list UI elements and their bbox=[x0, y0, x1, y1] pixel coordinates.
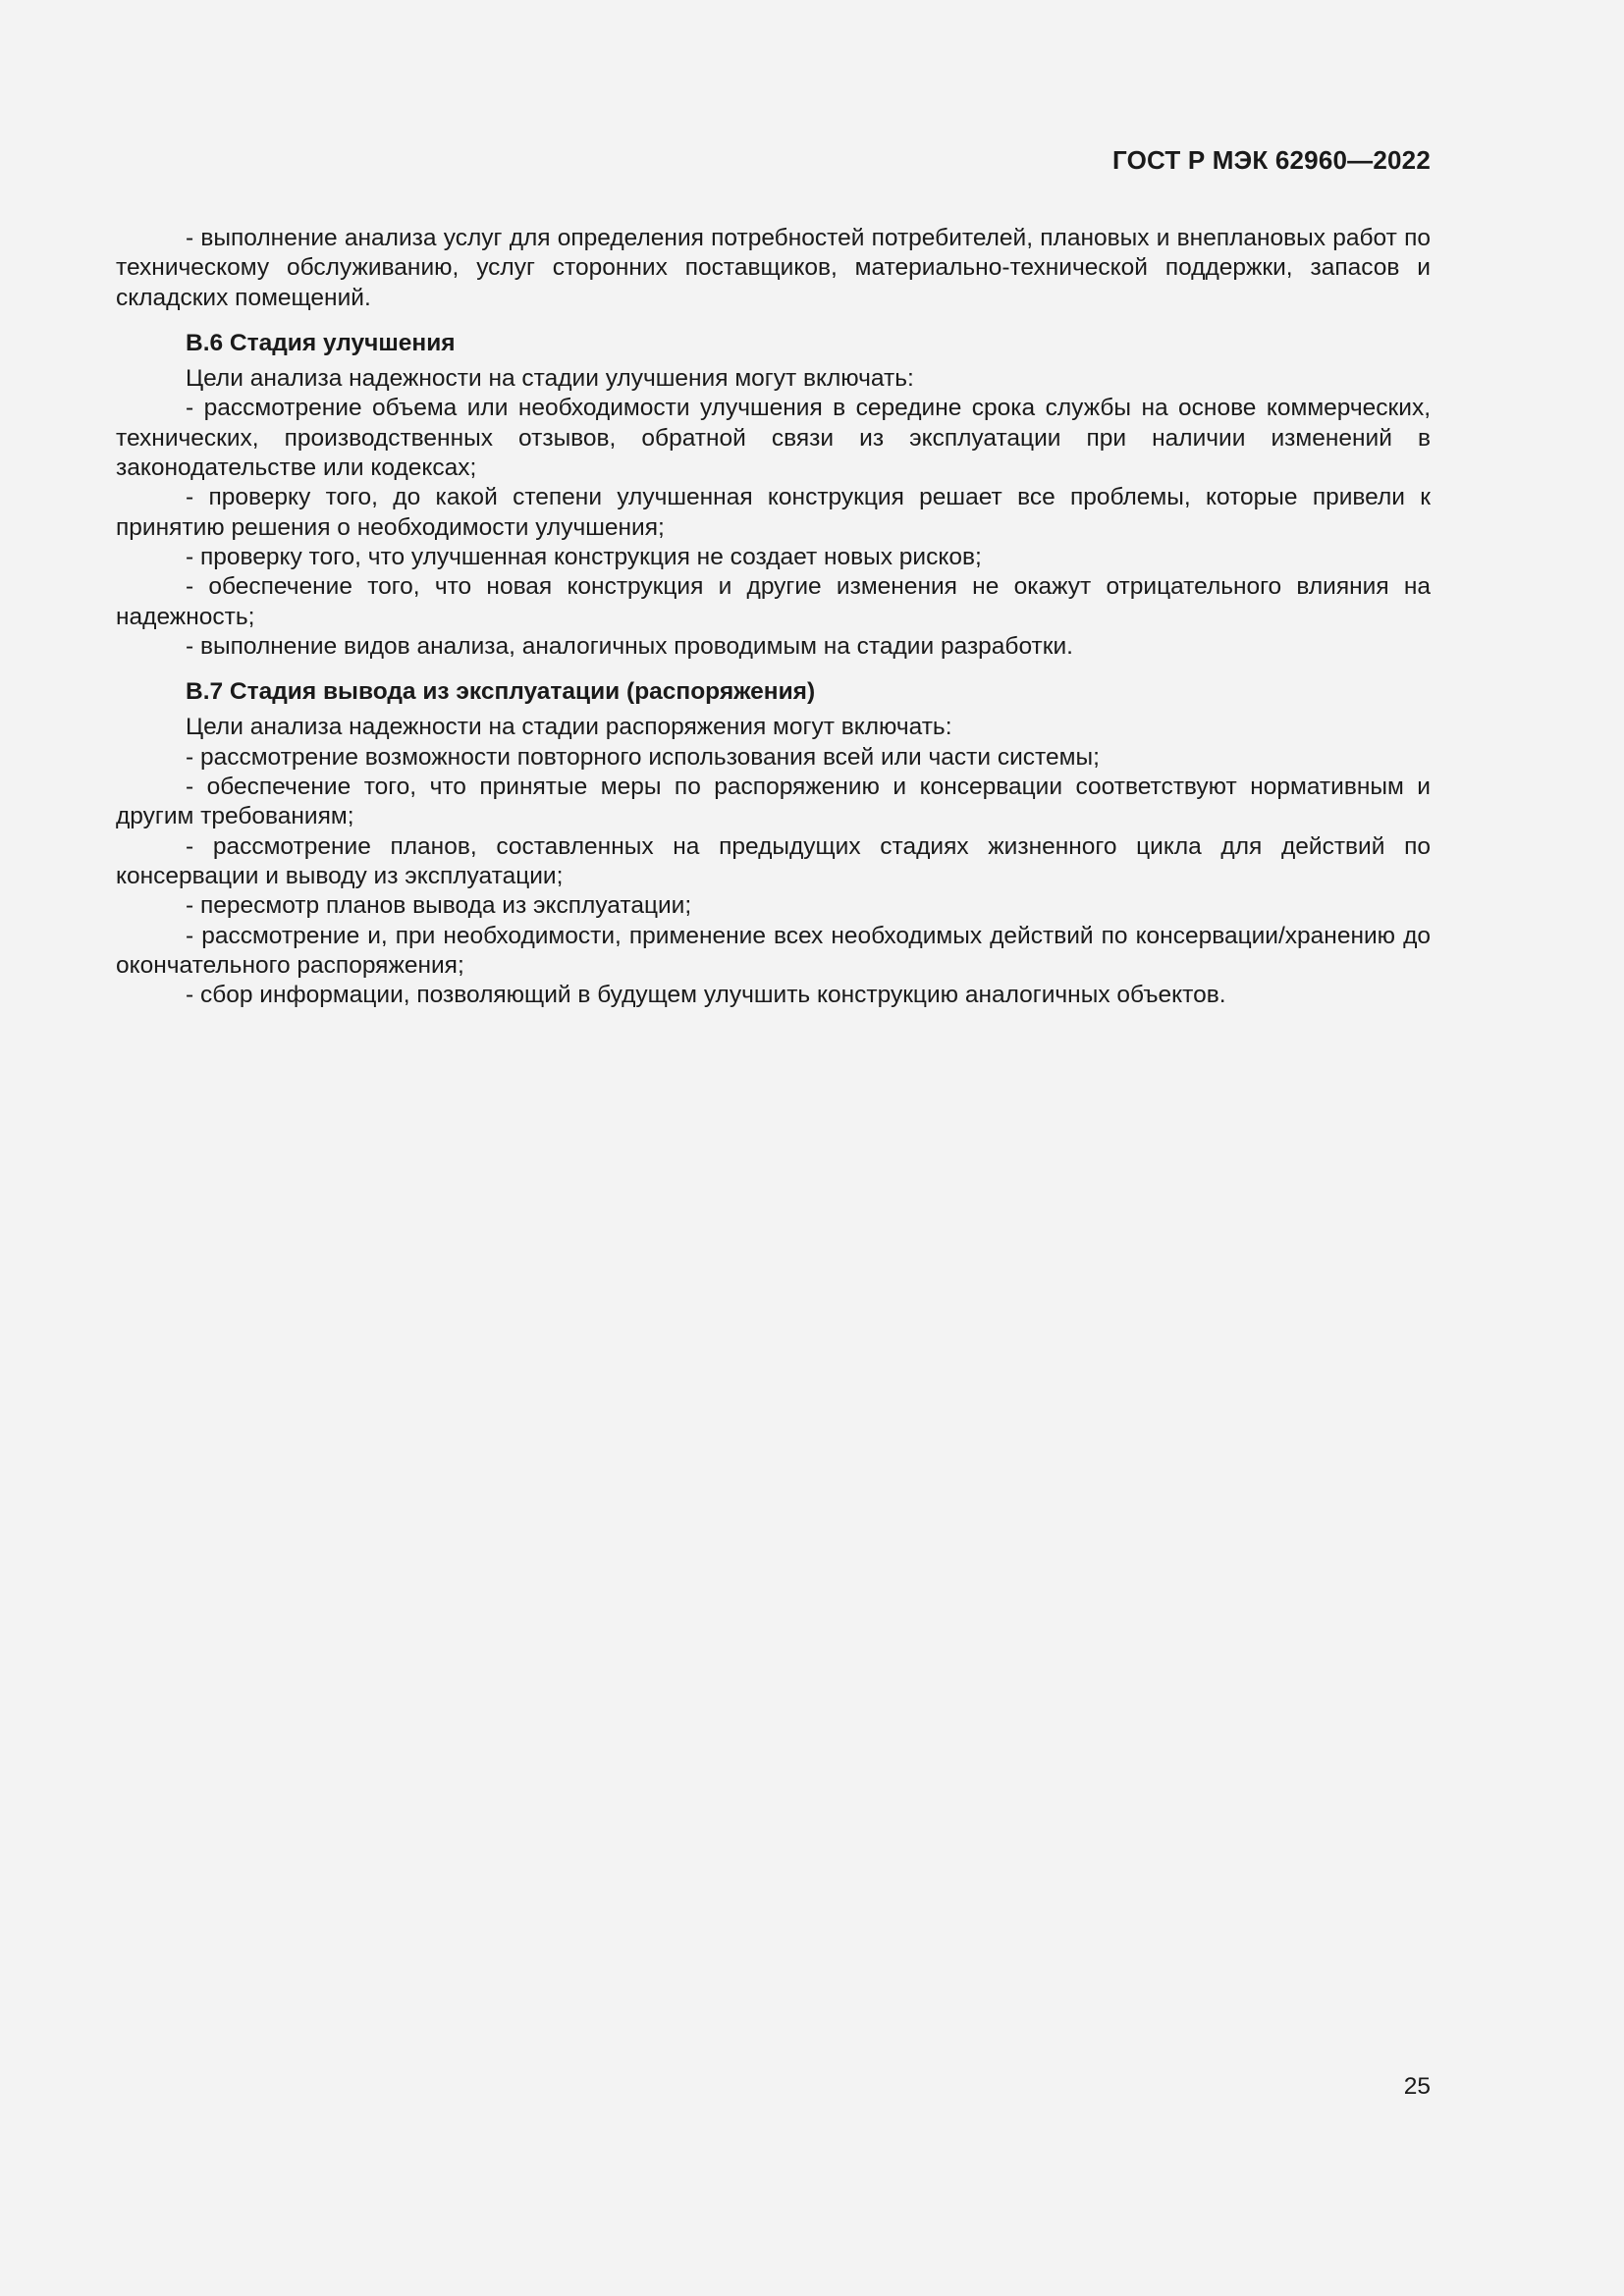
document-body bbox=[116, 224, 1431, 1010]
section-b7-list-item: - рассмотрение планов, составленных на предыдущих стадиях жизненного цикла для действий по консервации и выводу из эксплуатации; bbox=[116, 832, 1431, 889]
section-b6-list-item: - рассмотрение объема или необходимости улучшения в середине срока службы на основе коммерческих, технических, производственных отзывов, обратной связи из эксплуатации при наличии изменений в законодательстве или кодексах; bbox=[116, 395, 1431, 482]
section-b7-list-item: - пересмотр планов вывода из эксплуатации; bbox=[186, 892, 692, 920]
section-b7-list-item: - обеспечение того, что принятые меры по распоряжению и консервации соответствуют нормативным и другим требованиям; bbox=[116, 774, 1431, 830]
intro-list-item: - выполнение анализа услуг для определения потребностей потребителей, плановых и внеплановых работ по техническому обслуживанию, услуг сторонних поставщиков, материально-технической поддержки, запасов и складских помещений. bbox=[116, 225, 1431, 311]
section-b6-title: В.6 Стадия улучшения bbox=[186, 329, 456, 356]
section-b6-list-item: - выполнение видов анализа, аналогичных проводимым на стадии разработки. bbox=[186, 632, 1073, 660]
section-b7-list-item: - сбор информации, позволяющий в будущем улучшить конструкцию аналогичных объектов. bbox=[186, 982, 1226, 1009]
section-b7-lead: Цели анализа надежности на стадии распоряжения могут включать: bbox=[186, 714, 952, 741]
section-b7-title: В.7 Стадия вывода из эксплуатации (распоряжения) bbox=[186, 678, 816, 706]
section-b6-lead: Цели анализа надежности на стадии улучшения могут включать: bbox=[186, 365, 914, 393]
page-number: 25 bbox=[1403, 2073, 1431, 2100]
section-b6-list-item: - проверку того, до какой степени улучшенная конструкция решает все проблемы, которые привели к принятию решения о необходимости улучшения; bbox=[116, 484, 1431, 541]
section-b7-list-item: - рассмотрение возможности повторного использования всей или части системы; bbox=[186, 743, 1100, 771]
section-b6-list-item: - обеспечение того, что новая конструкция и другие изменения не окажут отрицательного влияния на надежность; bbox=[116, 573, 1431, 630]
document-code-header: ГОСТ Р МЭК 62960—2022 bbox=[1111, 145, 1431, 175]
section-b7-list-item: - рассмотрение и, при необходимости, применение всех необходимых действий по консервации/хранению до окончательного распоряжения; bbox=[116, 922, 1431, 979]
section-b6-list-item: - проверку того, что улучшенная конструкция не создает новых рисков; bbox=[186, 543, 982, 570]
